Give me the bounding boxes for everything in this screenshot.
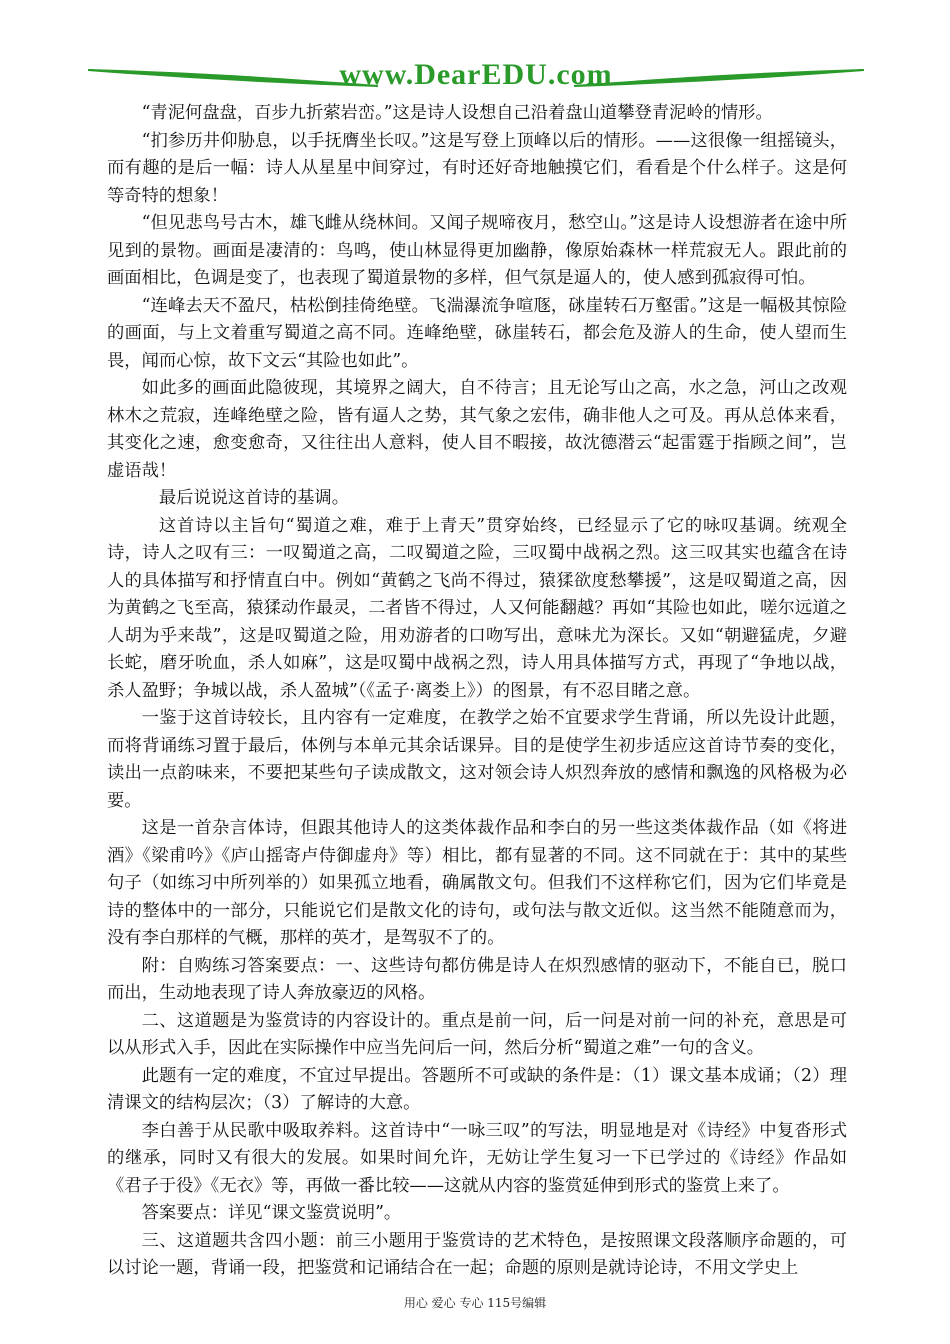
paragraph: 附：自购练习答案要点：一、这些诗句都仿佛是诗人在炽烈感情的驱动下，不能自已，脱口而出，生动地表现了诗人奔放豪迈的风格。 (107, 955, 847, 1003)
paragraph: 三、这道题共含四小题：前三小题用于鉴赏诗的艺术特色，是按照课文段落顺序命题的，可以讨论一题，背诵一段，把鉴赏和记诵结合在一起；命题的原则是就诗论诗，不用文学史上 (107, 1230, 847, 1278)
paragraph: “青泥何盘盘，百步九折萦岩峦。”这是诗人设想自己沿着盘山道攀登青泥岭的情形。 (141, 103, 773, 123)
paragraph: 此题有一定的难度，不宜过早提出。答题所不可或缺的条件是：（1）课文基本成诵；（2）理清课文的结构层次；（3）了解诗的大意。 (107, 1065, 847, 1113)
paragraph: 二、这道题是为鉴赏诗的内容设计的。重点是前一问，后一问是对前一问的补充，意思是可以从形式入手，因此在实际操作中应当先问后一问，然后分析“蜀道之难”一句的含义。 (107, 1010, 847, 1058)
paragraph: 一鉴于这首诗较长，且内容有一定难度，在教学之始不宜要求学生背诵，所以先设计此题，而将背诵练习置于最后，体例与本单元其余话课异。目的是使学生初步适应这首诗节奏的变化，读出一点韵味来，不要把某些句子读成散文，这对领会诗人炽烈奔放的感情和飘逸的风格极为必要。 (107, 708, 847, 811)
paragraph: 答案要点：详见“课文鉴赏说明”。 (141, 1203, 402, 1223)
paragraph: “但见悲鸟号古木，雄飞雌从绕林间。又闻子规啼夜月，愁空山。”这是诗人设想游者在途中所见到的景物。画面是凄清的：鸟鸣，使山林显得更加幽静，像原始森林一样荒寂无人。跟此前的画面相比，色调是变了，也表现了蜀道景物的多样，但气氛是逼人的，使人感到孤寂得可怕。 (107, 213, 847, 288)
paragraph: “扪参历井仰胁息，以手抚膺坐长叹。”这是写登上顶峰以后的情形。——这很像一组摇镜头，而有趣的是后一幅：诗人从星星中间穿过，有时还好奇地触摸它们，看看是个什么样子。这是何等奇特的想象！ (107, 130, 847, 206)
site-header (88, 56, 864, 96)
page-footer: 用心 爱心 专心 115号编辑 (403, 1296, 547, 1310)
site-logo-text: www.DearEDU.com (339, 58, 613, 91)
paragraph: 这首诗以主旨句“蜀道之难，难于上青天”贯穿始终，已经显示了它的咏叹基调。统观全诗，诗人之叹有三：一叹蜀道之高，二叹蜀道之险，三叹蜀中战祸之烈。这三叹其实也蕴含在诗人的具体描写和抒情直白中。例如“黄鹤之飞尚不得过，猿猱欲度愁攀援”，这是叹蜀道之高，因为黄鹤之飞至高，猿猱动作最灵，二者皆不得过，人又何能翻越？再如“其险也如此，嗟尔远道之人胡为乎来哉”，这是叹蜀道之险，用劝游者的口吻写出，意味尤为深长。又如“朝避猛虎，夕避长蛇，磨牙吮血，杀人如麻”，这是叹蜀中战祸之烈，诗人用具体描写方式，再现了“争地以战，杀人盈野；争城以战，杀人盈城”（《孟子·离娄上》）的图景，有不忍目睹之意。 (107, 515, 847, 701)
paragraph: “连峰去天不盈尺，枯松倒挂倚绝壁。飞湍瀑流争喧豗，砯崖转石万壑雷。”这是一幅极其惊险的画面，与上文着重写蜀道之高不同。连峰绝壁，砯崖转石，都会危及游人的生命，使人望而生畏，闻而心惊，故下文云“其险也如此”。 (107, 295, 847, 371)
paragraph: 如此多的画面此隐彼现，其境界之阔大，自不待言；且无论写山之高，水之急，河山之改观林木之荒寂，连峰绝壁之险，皆有逼人之势，其气象之宏伟，确非他人之可及。再从总体来看，其变化之速，愈变愈奇，又往往出人意料，使人目不暇接，故沈德潜云“起雷霆于指顾之间”，岂虚语哉！ (107, 378, 847, 481)
paragraph: 最后说说这首诗的基调。 (158, 488, 349, 508)
paragraph: 这是一首杂言体诗，但跟其他诗人的这类体裁作品和李白的另一些这类体裁作品（如《将进酒》《梁甫吟》《庐山摇寄卢侍御虚舟》等）相比，都有显著的不同。这不同就在于：其中的某些句子（如练习中所列举的）如果孤立地看，确属散文句。但我们不这样称它们，因为它们毕竟是诗的整体中的一部分，只能说它们是散文化的诗句，或句法与散文近似。这当然不能随意而为，没有李白那样的气概，那样的英才，是驾驭不了的。 (107, 818, 847, 948)
paragraph: 李白善于从民歌中吸取养料。这首诗中“一咏三叹”的写法，明显地是对《诗经》中复沓形式的继承，同时又有很大的发展。如果时间允许，无妨让学生复习一下已学过的《诗经》作品如《君子于役》《无衣》等，再做一番比较——这就从内容的鉴赏延伸到形式的鉴赏上来了。 (107, 1120, 847, 1196)
document-body (107, 100, 847, 1283)
